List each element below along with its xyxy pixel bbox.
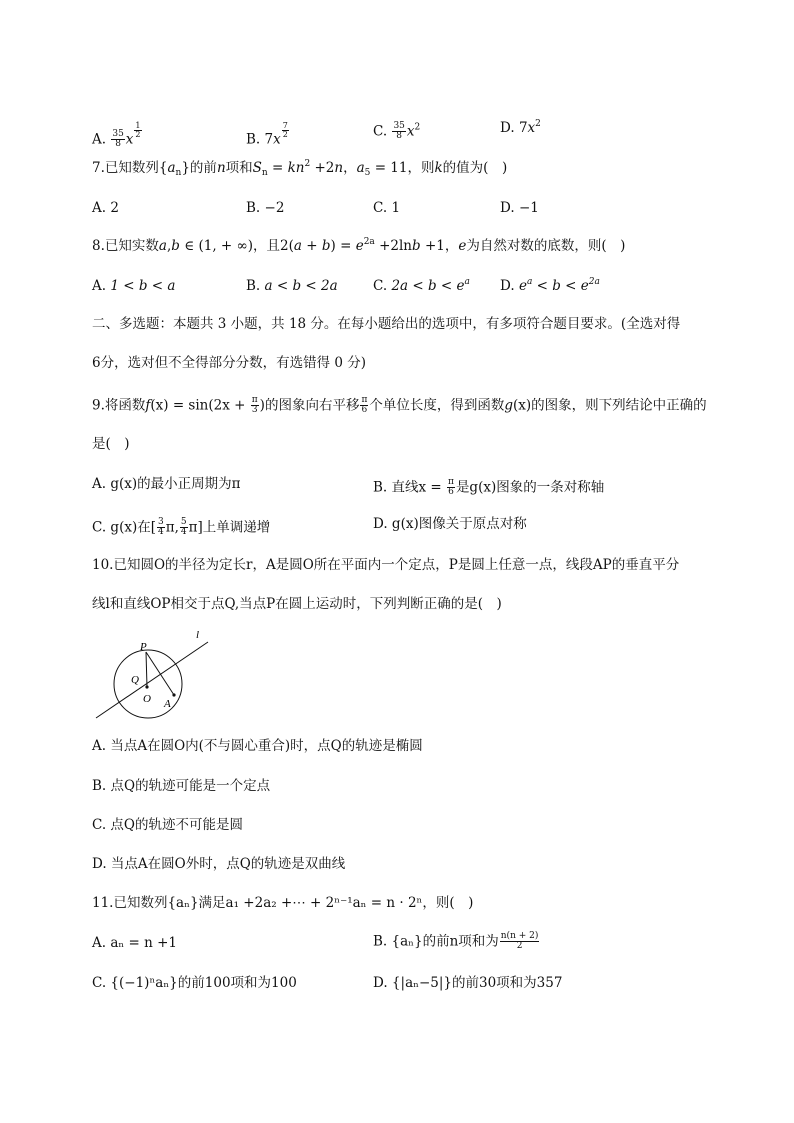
q9-option-a: A. g(x)的最小正周期为π (92, 476, 241, 492)
q10-option-b: B. 点Q的轨迹可能是一个定点 (92, 778, 271, 794)
q10-option-d: D. 当点A在圆O外时，点Q的轨迹是双曲线 (92, 856, 346, 872)
q9-option-b: B. 直线x = $\frac{\pi}{6}$ 是g(x)图象的一条对称轴 (373, 477, 605, 498)
q6-option-a: A. $\frac{35}{8}$ x $\frac{1}{2}$ (92, 121, 141, 150)
q8-stem: 8.已知实数a,b ∈ (1, + ∞)，且$2(a + b) = e^{2a} +2\ln b +1$，e为自然对数的底数，则( ) (92, 237, 626, 254)
q7-option-b: B. −2 (246, 200, 285, 216)
q6-option-d: D. $7x^2$ (500, 119, 541, 136)
q6-option-c: C. $\frac{35}{8}$ $x^2$ (373, 121, 421, 142)
q7-option-a: A. 2 (92, 200, 119, 216)
q10-option-a: A. 当点A在圆O内(不与圆心重合)时，点Q的轨迹是椭圆 (92, 738, 423, 754)
label-o: O (143, 693, 151, 705)
q10-stem: 10.已知圆O的半径为定长r，A是圆O所在平面内一个定点，P是圆上任意一点，线段AP的垂直平分 (92, 557, 680, 573)
q8-option-c: C. $2a < b < e^a$ (373, 277, 470, 294)
q9-option-c: C. g(x)在[ $\frac{3}{4}$ π, $\frac{5}{4}$ π]上单调递增 (92, 517, 271, 538)
circle-o (114, 650, 182, 718)
q7-option-c: C. 1 (373, 200, 401, 216)
line-l (96, 642, 208, 718)
label-q: Q (131, 674, 139, 686)
section2-heading-line2: 6分，选对但不全得部分分数，有选错得 0 分) (92, 355, 367, 371)
q6-option-b: B. 7x $\frac{7}{2}$ (246, 121, 288, 148)
label-l: l (196, 629, 200, 641)
point-o (145, 685, 148, 688)
circle-figure (92, 626, 222, 722)
q11-option-c: C. {(−1)ⁿaₙ}的前100项和为100 (92, 975, 297, 991)
q7-option-d: D. −1 (500, 200, 539, 216)
q11-option-a: A. aₙ = n +1 (92, 935, 178, 951)
q10-stem-line2: 线l和直线OP相交于点Q,当点P在圆上运动时，下列判断正确的是( ) (92, 596, 502, 612)
q8-option-a: A. 1 < b < a (92, 278, 176, 294)
q10-option-c: C. 点Q的轨迹不可能是圆 (92, 817, 243, 833)
q9-stem-line2: 是( ) (92, 436, 130, 452)
q9-stem: 9.将函数f(x) = sin(2x + $\frac{\pi}{3}$ )的图象向右平移 $\frac{\pi}{6}$ 个单位长度，得到函数g(x)的图象，则下列结论中正确的 (92, 395, 707, 416)
point-a (172, 693, 175, 696)
q11-stem: 11.已知数列{aₙ}满足a₁ +2a₂ +⋯ + 2ⁿ⁻¹aₙ = n · 2ⁿ，则( ) (92, 895, 474, 911)
q11-option-b: B. {aₙ}的前n项和为 $\frac{n(n + 2)}{2}$ (373, 931, 539, 952)
label-p: P (140, 641, 147, 653)
q9-option-d: D. g(x)图像关于原点对称 (373, 516, 527, 532)
label-a: A (164, 698, 171, 710)
q8-option-d: D. $e^a < b < e^{2a}$ (500, 277, 600, 294)
q8-option-b: B. a < b < 2a (246, 278, 338, 294)
segment-op (146, 652, 147, 687)
section2-heading: 二、多选题：本题共 3 小题，共 18 分。在每小题给出的选项中，有多项符合题目要求。(全选对得 (92, 316, 681, 332)
q7-stem: 7.已知数列$\{a_n\}$的前n项和$S_n = kn^2 +2n$，$a_5 = 11$，则k的值为( ) (92, 159, 508, 178)
q11-option-d: D. {|aₙ−5|}的前30项和为357 (373, 975, 563, 991)
